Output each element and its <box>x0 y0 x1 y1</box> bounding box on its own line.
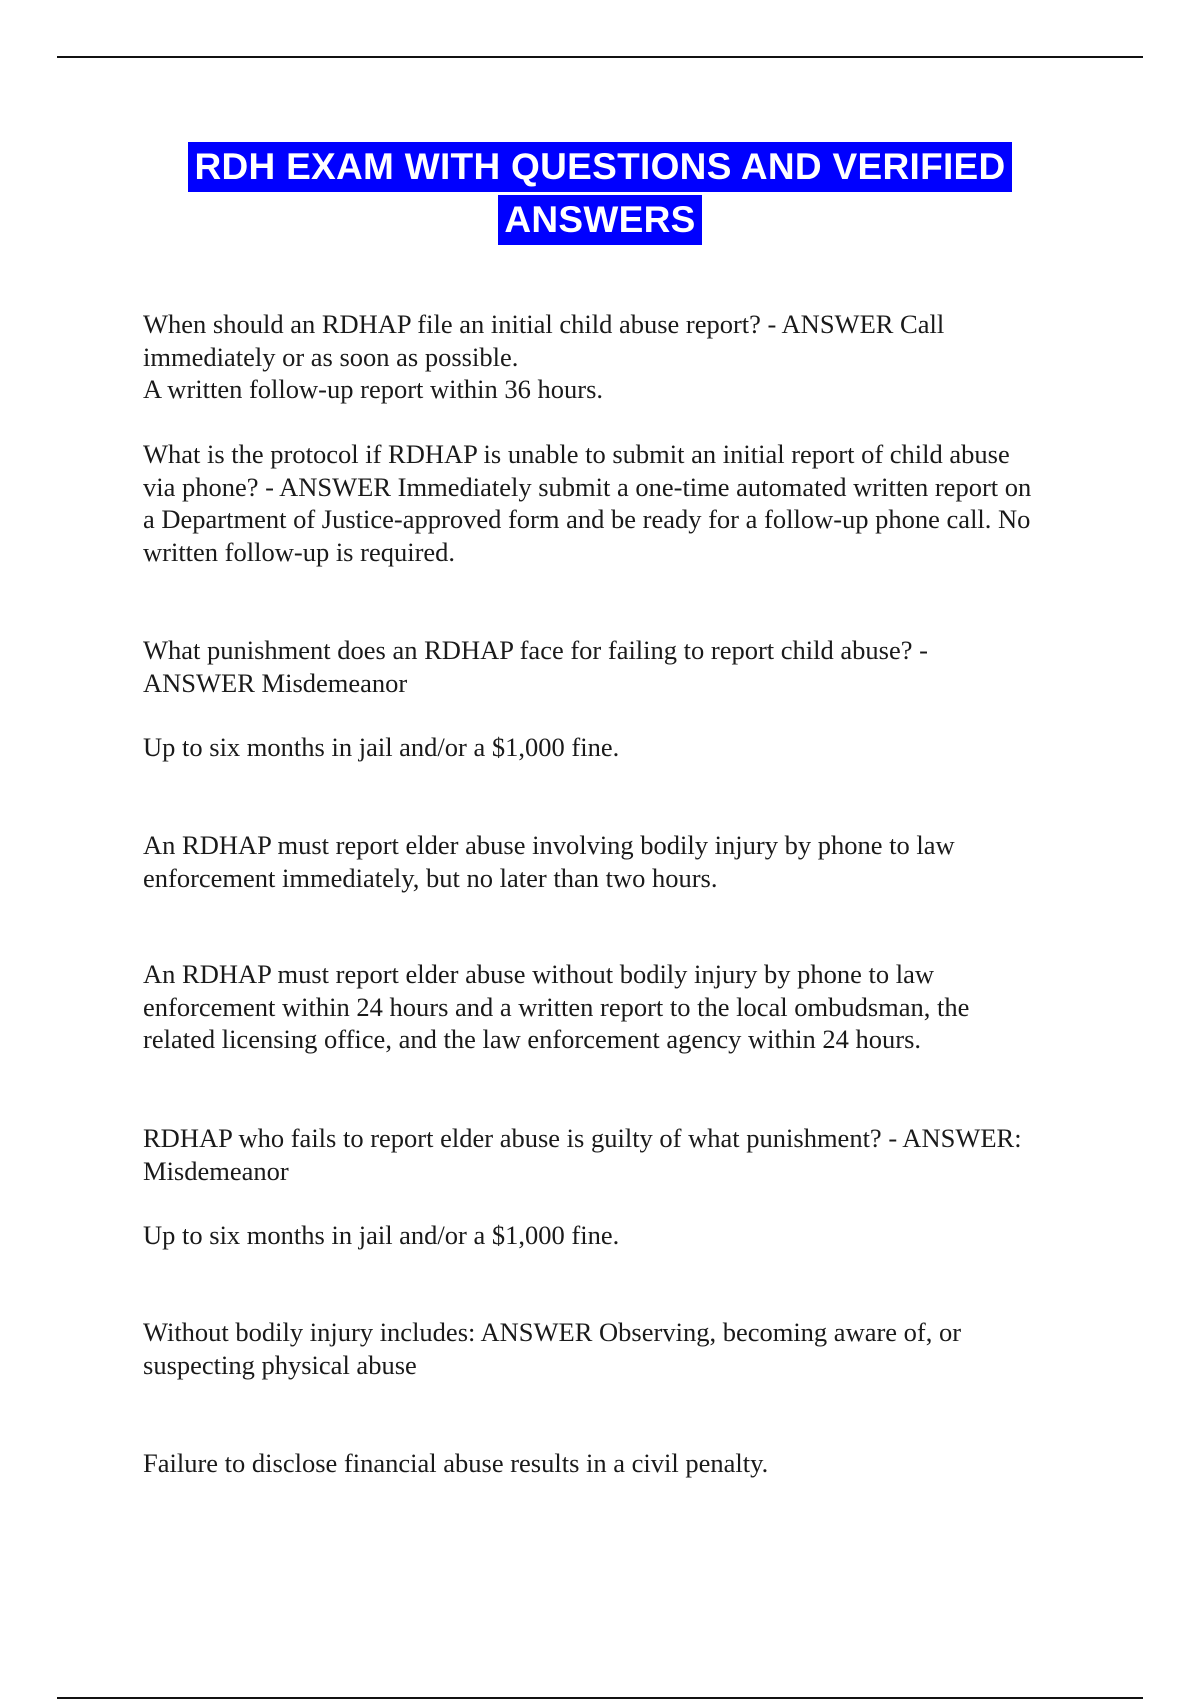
title-line-2: ANSWERS <box>498 195 701 245</box>
paragraph-without-bodily-injury-definition: Without bodily injury includes: ANSWER Observing, becoming aware of, or suspecting physical abuse <box>143 1317 962 1380</box>
paragraph-elder-abuse-no-bodily-injury: An RDHAP must report elder abuse without bodily injury by phone to law enforcement within 24 hours and a written report to the local ombudsman, the related licensing office, and the law enforcement agency within 24 hours. <box>143 959 970 1054</box>
title-line-1: RDH EXAM WITH QUESTIONS AND VERIFIED <box>188 142 1011 192</box>
top-rule <box>57 56 1143 58</box>
paragraph-elder-abuse-bodily-injury: An RDHAP must report elder abuse involving bodily injury by phone to law enforcement immediately, but no later than two hours. <box>143 830 955 893</box>
paragraph-phone-unavailable-protocol: What is the protocol if RDHAP is unable to submit an initial report of child abuse via phone? - ANSWER Immediately submit a one-time automated written report on a Department of Justice-approved form and be ready for a follow-up phone call. No written follow-up is required. <box>143 439 1032 567</box>
paragraph-elder-abuse-punishment: RDHAP who fails to report elder abuse is guilty of what punishment? - ANSWER: Misdemeanor <box>143 1123 1022 1186</box>
paragraph-elder-abuse-penalty: Up to six months in jail and/or a $1,000 fine. <box>143 1220 620 1250</box>
paragraph-financial-abuse-penalty: Failure to disclose financial abuse results in a civil penalty. <box>143 1448 769 1478</box>
document-title <box>0 142 1200 248</box>
paragraph-child-abuse-penalty: Up to six months in jail and/or a $1,000 fine. <box>143 732 620 762</box>
bottom-rule <box>57 1697 1143 1699</box>
paragraph-child-abuse-report-timing: When should an RDHAP file an initial child abuse report? - ANSWER Call immediately or as soon as possible. A written follow-up report within 36 hours. <box>143 309 945 404</box>
paragraph-child-abuse-punishment: What punishment does an RDHAP face for failing to report child abuse? - ANSWER Misdemeanor <box>143 635 928 698</box>
